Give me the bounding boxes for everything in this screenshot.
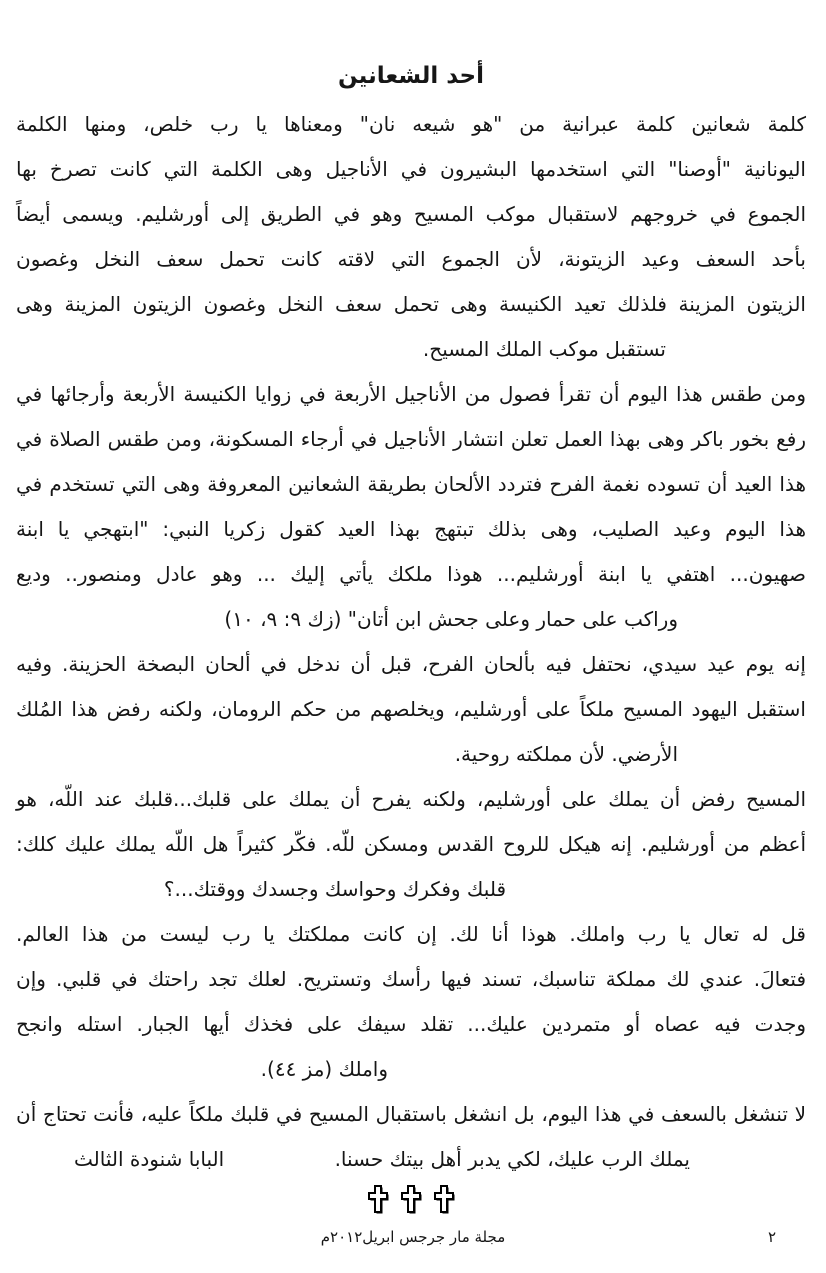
- body-line: استقبل اليهود المسيح ملكاً على أورشليم، ويخلصهم من حكم الرومان، ولكنه رفض هذا المُلك: [16, 697, 806, 721]
- body-line: قل له تعال يا رب واملك. هوذا أنا لك. إن كانت مملكتك يا رب ليست من هذا العالم.: [16, 922, 806, 946]
- scripture-reference-line: واملك (مز ٤٤).: [260, 1057, 388, 1081]
- outlined-cross-icon: [400, 1184, 422, 1220]
- body-line: كلمة شعانين كلمة عبرانية من "هو شيعه نان" ومعناها يا رب خلص، ومنها الكلمة: [16, 112, 806, 136]
- body-line: هذا العيد أن تسوده نغمة الفرح فتردد الألحان بطريقة الشعانين المعروفة وهى التي تستخدم في: [16, 472, 806, 496]
- body-line: بأحد السعف وعيد الزيتونة، لأن الجموع التي لاقته كانت تحمل سعف النخل وغصون: [16, 247, 806, 271]
- paragraph-2: [16, 372, 806, 642]
- paragraph-6: [16, 1092, 806, 1182]
- body-line: اليونانية "أوصنا" التي استخدمها البشيرون في الأناجيل وهى الكلمة التي كانت تصرخ بها: [16, 157, 806, 181]
- paragraph-1: [16, 102, 806, 372]
- paragraph-5: [16, 912, 806, 1092]
- body-line: إنه يوم عيد سيدي، نحتفل فيه بألحان الفرح، قبل أن ندخل في ألحان البصخة الحزينة. وفيه: [16, 652, 806, 676]
- body-line: المسيح رفض أن يملك على أورشليم، ولكنه يفرح أن يملك على قلبك...قلبك عند اللّه، هو: [16, 787, 806, 811]
- closing-line: [16, 1137, 806, 1182]
- outlined-cross-icon: [433, 1184, 455, 1220]
- body-line: يملك الرب عليك، لكي يدبر أهل بيتك حسنا.: [334, 1147, 690, 1171]
- outlined-cross-icon: [367, 1184, 389, 1220]
- paragraph-4: [16, 777, 806, 912]
- scripture-reference-line: وراكب على حمار وعلى جحش ابن أتان" (زك ٩: ٩، ١٠): [224, 607, 678, 631]
- body-line: أعظم من أورشليم. إنه هيكل للروح القدس ومسكن للّه. فكّر كثيراً هل اللّه يملك عليك كلك:: [16, 832, 806, 856]
- body-line: لا تنشغل بالسعف في هذا اليوم، بل انشغل باستقبال المسيح في قلبك ملكاً عليه، فأنت تحتاج أن: [16, 1102, 806, 1126]
- article-title: أحد الشعانين: [337, 63, 485, 89]
- body-line: هذا اليوم وعيد الصليب، وهى بذلك تبتهج بهذا العيد كقول زكريا النبي: "ابتهجي يا ابنة: [16, 517, 806, 541]
- body-line: قلبك وفكرك وحواسك وجسدك ووقتك...؟: [163, 877, 506, 901]
- page-footer: [0, 1225, 826, 1249]
- footer-journal-title: مجلة مار جرجس ابريل٢٠١٢م: [320, 1228, 506, 1246]
- body-line: فتعالَ. عندي لك مملكة تناسبك، تسند فيها رأسك وتستريح. لعلك تجد راحتك في قلبي. وإن: [16, 967, 806, 991]
- paragraph-3: [16, 642, 806, 777]
- body-line: الأرضي. لأن مملكته روحية.: [454, 742, 678, 766]
- page-number: ٢: [767, 1228, 776, 1246]
- body-line: الزيتون المزينة فلذلك تعيد الكنيسة وهى تحمل سعف النخل وغصون الزيتون المزينة وهى: [16, 292, 806, 316]
- body-line: وجدت فيه عصاه أو متمردين عليك... تقلد سيفك على فخذك أيها الجبار. استله وانجح: [16, 1012, 806, 1036]
- crosses-divider: [16, 1184, 806, 1218]
- body-line: ومن طقس هذا اليوم أن تقرأ فصول من الأناجيل الأربعة في زوايا الكنيسة الأربعة وأرجائها في: [16, 382, 806, 406]
- body-line: تستقبل موكب الملك المسيح.: [422, 337, 666, 361]
- body-line: رفع بخور باكر وهى بهذا العمل تعلن انتشار الأناجيل في أرجاء المسكونة، ومن طقس الصلاة في: [16, 427, 806, 451]
- author-signature: البابا شنودة الثالث: [74, 1147, 225, 1171]
- body-line: الجموع في خروجهم لاستقبال موكب المسيح وهو في الطريق إلى أورشليم. ويسمى أيضاً: [16, 202, 806, 226]
- body-line: صهيون... اهتفي يا ابنة أورشليم... هوذا ملكك يأتي إليك ... وهو عادل ومنصور.. وديع: [16, 562, 806, 586]
